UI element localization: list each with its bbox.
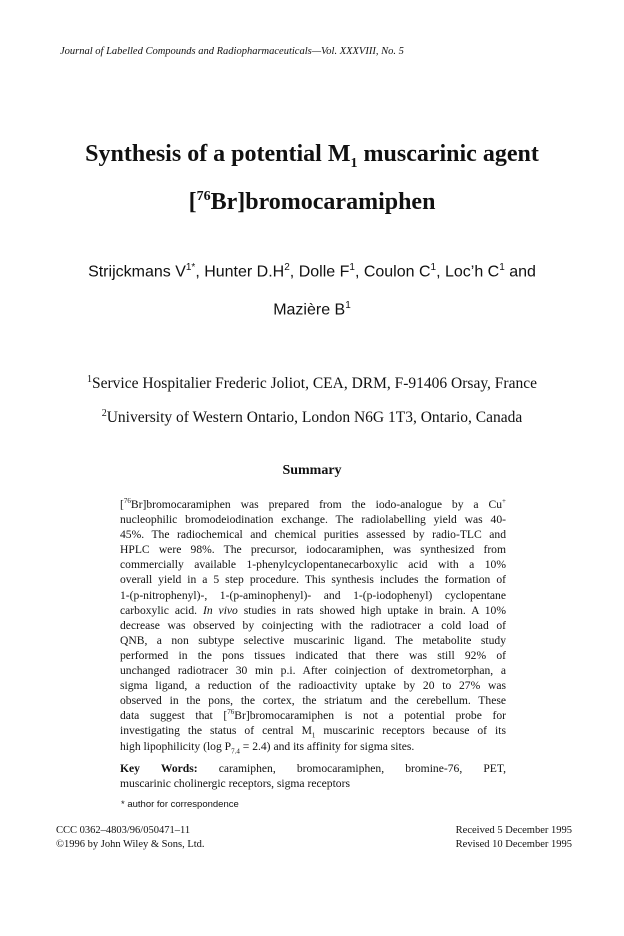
received-date: Received 5 December 1995	[455, 825, 572, 836]
superscript: +	[502, 497, 506, 506]
author-separator: ,	[354, 263, 364, 281]
abstract-line: performed in the pons tissues indicated that there was still 92% of	[120, 648, 506, 662]
abstract-line: QNB, a non subtype selective muscarinic ligand. The metabolite study	[120, 633, 506, 647]
keywords-line-2: muscarinic cholinergic receptors, sigma receptors	[120, 777, 350, 790]
abstract-line: 45%. The radiochemical and chemical purities assessed by radio-TLC and	[120, 528, 506, 542]
ccc-code: CCC 0362–4803/96/050471–11	[56, 825, 191, 836]
title-line-1-suffix: muscarinic agent	[357, 141, 539, 167]
author-name: Dolle F	[298, 263, 350, 281]
authors-line-1	[0, 262, 624, 281]
author-name: Strijckmans V	[88, 263, 186, 281]
abstract-line: overall yield in a 5 step procedure. This synthesis includes the formation of	[120, 573, 506, 587]
authors-line-2	[0, 300, 624, 319]
subscript: 1	[311, 731, 316, 740]
keywords-line-1	[120, 761, 506, 776]
affiliation-1	[0, 374, 624, 393]
title-line-1	[0, 141, 624, 172]
author-name: Mazière B	[273, 301, 346, 319]
author-and: and	[504, 263, 536, 281]
abstract-line: decrease was observed by coinjecting with the radiotracer a cold load of	[120, 618, 506, 632]
superscript: 76	[227, 708, 235, 717]
affiliation-2-text: University of Western Ontario, London N6G 1T3, Ontario, Canada	[106, 409, 523, 427]
affiliation-1-marker: 1	[87, 374, 93, 385]
summary-heading: Summary	[282, 463, 342, 478]
author-separator: ,	[195, 263, 205, 281]
affiliation-2-marker: 2	[101, 408, 107, 419]
abstract	[120, 497, 506, 754]
author-name: Loc’h C	[444, 263, 500, 281]
revised-date: Revised 10 December 1995	[455, 839, 572, 850]
title-compound: Br]bromocaramiphen	[210, 189, 436, 215]
abstract-line: commercially available 1-phenylcyclopentanecarboxylic acid with a 10%	[120, 558, 506, 572]
author-affiliation-marker: 1*	[185, 262, 196, 273]
abstract-line: high lipophilicity (log $P_{7.4} = 2.4$) and its affinity for sigma sites.	[120, 739, 415, 755]
author-separator: ,	[289, 263, 299, 281]
abstract-line: 1-(p-nitrophenyl)-, 1-(p-aminophenyl)- and 1-(p-iodophenyl) cyclopentane	[120, 588, 506, 602]
author-affiliation-marker: 1	[499, 262, 505, 273]
author-affiliation-marker: 1	[345, 300, 351, 311]
author-name: Coulon C	[363, 263, 431, 281]
italic-text: In vivo	[202, 603, 238, 617]
title-subscript: 1	[350, 155, 358, 171]
title-line-1-text: Synthesis of a potential M	[85, 141, 351, 167]
title-line-2	[0, 189, 624, 216]
abstract-line: investigating the status of central $M_1$ muscarinic receptors because of its	[120, 724, 506, 740]
author-affiliation-marker: 1	[430, 262, 437, 273]
abstract-line: unchanged radiotracer 30 min p.i. After coinjection of dextrometorphan, a	[120, 664, 506, 678]
abstract-line: sigma ligand, a reduction of the radioactivity uptake by 20 to 27% was	[120, 679, 506, 693]
keywords	[120, 761, 506, 791]
author-separator: ,	[436, 263, 445, 281]
keywords-label: Key Words:	[120, 762, 198, 775]
author-affiliation-marker: 2	[284, 262, 290, 273]
footnote: * author for correspondence	[121, 799, 239, 810]
keywords-line-1-text: caramiphen, bromocaramiphen, bromine-76, PET,	[197, 762, 506, 775]
abstract-line: carboxylic acid. In vivo studies in rats showed high uptake in brain. A 10%	[120, 603, 506, 617]
abstract-line: nucleophilic bromodeiodination exchange. The radiolabelling yield was 40-	[120, 513, 506, 527]
affiliation-2	[0, 408, 624, 427]
abstract-line: data suggest that [$^{76}$Br]bromocaramiphen is not a potential probe for	[120, 708, 506, 723]
title-bracket: [	[188, 189, 197, 215]
author-name: Hunter D.H	[204, 263, 285, 281]
affiliation-1-text: Service Hospitalier Frederic Joliot, CEA, DRM, F-91406 Orsay, France	[92, 375, 537, 393]
journal-header: Journal of Labelled Compounds and Radiopharmaceuticals—Vol. XXXVIII, No. 5	[60, 46, 404, 57]
abstract-line: [$^{76}$Br]bromocaramiphen was prepared from the iodo-analogue by a Cu+	[120, 497, 506, 511]
abstract-line: HPLC were 98%. The precursor, iodocaramiphen, was synthesized from	[120, 543, 506, 557]
title-isotope: 76	[196, 189, 211, 204]
superscript: 76	[123, 497, 131, 506]
abstract-line: observed in the pons, the cortex, the striatum and the cerebellum. These	[120, 694, 506, 708]
subscript: 7.4	[231, 746, 240, 755]
author-affiliation-marker: 1	[349, 262, 355, 273]
copyright: ©1996 by John Wiley & Sons, Ltd.	[56, 839, 205, 850]
